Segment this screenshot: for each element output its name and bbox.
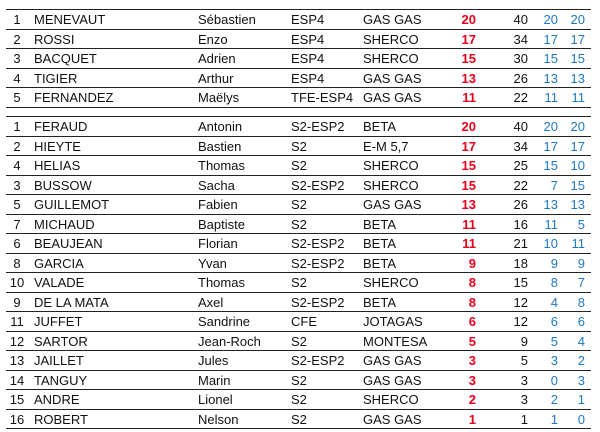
table-row	[6, 29, 591, 49]
category-cell: S2-ESP2	[291, 119, 345, 134]
rank-cell: 10	[9, 275, 25, 290]
first-name-cell: Jules	[198, 353, 229, 368]
category-cell: S2-ESP2	[291, 353, 345, 368]
round1-cell: 20	[543, 12, 558, 27]
make-cell: SHERCO	[363, 177, 419, 193]
round2-cell: 2	[577, 353, 585, 368]
round1-cell: 9	[550, 255, 558, 271]
round2-cell: 17	[570, 138, 585, 154]
rank-cell: 3	[13, 177, 21, 193]
make-cell: MONTESA	[363, 333, 428, 349]
points-cell: 15	[461, 51, 476, 66]
category-cell: S2-ESP2	[291, 255, 345, 271]
table-row	[6, 409, 591, 429]
first-name-cell: Enzo	[198, 31, 228, 47]
round2-cell: 15	[570, 177, 585, 193]
rank-cell: 5	[13, 197, 21, 212]
round1-cell: 15	[543, 51, 558, 66]
total-cell: 12	[513, 314, 528, 329]
points-cell: 3	[468, 372, 476, 388]
table-row	[6, 136, 591, 156]
round1-cell: 17	[543, 31, 558, 47]
category-cell: S2-ESP2	[291, 236, 345, 251]
category-cell: S2	[291, 392, 307, 407]
first-name-cell: Maëlys	[198, 90, 240, 105]
points-cell: 13	[461, 197, 476, 212]
rank-cell: 8	[13, 255, 21, 271]
round1-cell: 10	[543, 236, 558, 251]
make-cell: SHERCO	[363, 158, 419, 173]
total-cell: 26	[513, 70, 528, 86]
round1-cell: 3	[550, 353, 558, 368]
table-row	[6, 370, 591, 390]
first-name-cell: Sandrine	[198, 314, 251, 329]
round1-cell: 6	[550, 314, 558, 329]
round2-cell: 11	[571, 90, 585, 105]
category-cell: S2-ESP2	[291, 294, 345, 310]
last-name-cell: BEAUJEAN	[34, 236, 103, 251]
points-cell: 15	[461, 158, 476, 173]
points-cell: 9	[468, 255, 476, 271]
make-cell: BETA	[363, 255, 396, 271]
make-cell: SHERCO	[363, 51, 419, 66]
total-cell: 5	[520, 353, 528, 368]
make-cell: GAS GAS	[363, 411, 422, 427]
points-cell: 11	[462, 216, 476, 232]
round1-cell: 17	[543, 138, 558, 154]
first-name-cell: Jean-Roch	[198, 333, 261, 349]
round1-cell: 5	[550, 333, 558, 349]
last-name-cell: ANDRE	[34, 392, 80, 407]
points-cell: 8	[468, 294, 476, 310]
total-cell: 34	[513, 31, 528, 47]
total-cell: 30	[513, 51, 528, 66]
rank-cell: 1	[13, 12, 21, 27]
make-cell: GAS GAS	[363, 90, 422, 105]
first-name-cell: Thomas	[198, 158, 245, 173]
table-row	[6, 214, 591, 234]
category-cell: S2	[291, 333, 307, 349]
first-name-cell: Sébastien	[198, 12, 256, 27]
total-cell: 26	[513, 197, 528, 212]
last-name-cell: HELIAS	[34, 158, 81, 173]
rank-cell: 14	[9, 372, 25, 388]
table-row	[6, 9, 591, 29]
last-name-cell: BUSSOW	[34, 177, 92, 193]
points-cell: 20	[461, 119, 476, 134]
last-name-cell: FERNANDEZ	[34, 90, 114, 105]
rank-cell: 6	[13, 236, 21, 251]
round1-cell: 1	[550, 411, 558, 427]
make-cell: GAS GAS	[363, 197, 422, 212]
round1-cell: 7	[550, 177, 558, 193]
make-cell: GAS GAS	[363, 70, 422, 86]
round2-cell: 1	[577, 392, 585, 407]
rank-cell: 7	[13, 216, 21, 232]
round2-cell: 3	[577, 372, 585, 388]
round1-cell: 13	[543, 197, 558, 212]
round2-cell: 20	[570, 12, 585, 27]
table-row	[6, 350, 591, 370]
total-cell: 3	[520, 392, 528, 407]
total-cell: 34	[513, 138, 528, 154]
category-cell: ESP4	[291, 51, 325, 66]
total-cell: 21	[513, 236, 528, 251]
rank-cell: 12	[9, 333, 25, 349]
points-cell: 17	[461, 138, 476, 154]
category-cell: S2	[291, 372, 307, 388]
last-name-cell: DE LA MATA	[34, 294, 109, 310]
table-row	[6, 87, 591, 107]
round2-cell: 15	[570, 51, 585, 66]
make-cell: BETA	[363, 119, 396, 134]
round1-cell: 11	[544, 216, 558, 232]
last-name-cell: TANGUY	[34, 372, 88, 388]
table-row	[6, 194, 591, 214]
category-cell: S2	[291, 411, 307, 427]
rank-cell: 2	[13, 138, 21, 154]
round1-cell: 20	[543, 119, 558, 134]
total-cell: 1	[520, 411, 528, 427]
make-cell: E-M 5,7	[363, 138, 409, 154]
make-cell: SHERCO	[363, 392, 419, 407]
category-cell: S2-ESP2	[291, 177, 345, 193]
round2-cell: 11	[571, 236, 585, 251]
table-row	[6, 272, 591, 292]
table-row	[6, 175, 591, 195]
last-name-cell: VALADE	[34, 275, 85, 290]
total-cell: 22	[513, 177, 528, 193]
rank-cell: 3	[13, 51, 21, 66]
total-cell: 12	[513, 294, 528, 310]
last-name-cell: MICHAUD	[34, 216, 95, 232]
first-name-cell: Marin	[198, 372, 231, 388]
first-name-cell: Thomas	[198, 275, 245, 290]
first-name-cell: Nelson	[198, 411, 239, 427]
rank-cell: 4	[13, 158, 21, 173]
points-cell: 3	[468, 353, 476, 368]
category-cell: S2	[291, 158, 307, 173]
make-cell: JOTAGAS	[363, 314, 423, 329]
make-cell: GAS GAS	[363, 372, 422, 388]
rank-cell: 2	[13, 31, 21, 47]
category-cell: ESP4	[291, 12, 325, 27]
points-cell: 5	[468, 333, 476, 349]
last-name-cell: ROBERT	[34, 411, 88, 427]
total-cell: 25	[513, 158, 528, 173]
category-cell: S2	[291, 197, 307, 212]
table-row	[6, 155, 591, 175]
category-cell: CFE	[291, 314, 317, 329]
category-cell: ESP4	[291, 70, 325, 86]
make-cell: GAS GAS	[363, 12, 422, 27]
table-row	[6, 331, 591, 351]
total-cell: 40	[513, 119, 528, 134]
round2-cell: 17	[570, 31, 585, 47]
standings-table-esp4	[6, 9, 591, 108]
total-cell: 15	[513, 275, 528, 290]
make-cell: SHERCO	[363, 275, 419, 290]
table-row	[6, 292, 591, 312]
last-name-cell: JUFFET	[34, 314, 83, 329]
last-name-cell: FERAUD	[34, 119, 88, 134]
make-cell: BETA	[363, 236, 396, 251]
last-name-cell: MENEVAUT	[34, 12, 106, 27]
round2-cell: 20	[570, 119, 585, 134]
points-cell: 15	[461, 177, 476, 193]
points-cell: 2	[468, 392, 476, 407]
points-cell: 6	[468, 314, 476, 329]
round1-cell: 15	[543, 158, 558, 173]
make-cell: BETA	[363, 294, 396, 310]
rank-cell: 1	[13, 119, 21, 134]
category-cell: TFE-ESP4	[291, 90, 354, 105]
round2-cell: 13	[570, 197, 585, 212]
round1-cell: 11	[544, 90, 558, 105]
last-name-cell: GARCIA	[34, 255, 84, 271]
last-name-cell: JAILLET	[34, 353, 84, 368]
table-row	[6, 311, 591, 331]
total-cell: 3	[520, 372, 528, 388]
points-cell: 8	[468, 275, 476, 290]
round2-cell: 0	[577, 411, 585, 427]
standings-table-s2	[6, 116, 591, 429]
round2-cell: 4	[577, 333, 585, 349]
round1-cell: 8	[550, 275, 558, 290]
table-row	[6, 68, 591, 88]
total-cell: 16	[513, 216, 528, 232]
round2-cell: 5	[577, 216, 585, 232]
rank-cell: 5	[13, 90, 21, 105]
make-cell: GAS GAS	[363, 353, 422, 368]
total-cell: 18	[513, 255, 528, 271]
rank-cell: 15	[9, 392, 25, 407]
first-name-cell: Fabien	[198, 197, 238, 212]
first-name-cell: Axel	[198, 294, 224, 310]
make-cell: SHERCO	[363, 31, 419, 47]
round1-cell: 13	[543, 70, 558, 86]
round2-cell: 7	[577, 275, 585, 290]
first-name-cell: Lionel	[198, 392, 233, 407]
table-row	[6, 253, 591, 273]
first-name-cell: Yvan	[198, 255, 227, 271]
rank-cell: 13	[9, 353, 25, 368]
first-name-cell: Florian	[198, 236, 238, 251]
points-cell: 11	[462, 90, 476, 105]
rank-cell: 16	[9, 411, 25, 427]
table-row	[6, 389, 591, 409]
rank-cell: 11	[10, 314, 24, 329]
last-name-cell: BACQUET	[34, 51, 97, 66]
first-name-cell: Arthur	[198, 70, 234, 86]
round2-cell: 10	[570, 158, 585, 173]
total-cell: 40	[513, 12, 528, 27]
points-cell: 1	[468, 411, 476, 427]
table-row	[6, 116, 591, 136]
last-name-cell: TIGIER	[34, 70, 78, 86]
first-name-cell: Antonin	[198, 119, 243, 134]
round2-cell: 13	[570, 70, 585, 86]
last-name-cell: GUILLEMOT	[34, 197, 110, 212]
points-cell: 13	[461, 70, 476, 86]
table-row	[6, 48, 591, 68]
first-name-cell: Baptiste	[198, 216, 245, 232]
category-cell: S2	[291, 216, 307, 232]
category-cell: S2	[291, 275, 307, 290]
category-cell: S2	[291, 138, 307, 154]
total-cell: 9	[520, 333, 528, 349]
last-name-cell: HIEYTE	[34, 138, 81, 154]
table-row	[6, 233, 591, 253]
round1-cell: 4	[550, 294, 558, 310]
category-cell: ESP4	[291, 31, 325, 47]
round1-cell: 2	[550, 392, 558, 407]
first-name-cell: Bastien	[198, 138, 242, 154]
points-cell: 11	[462, 236, 476, 251]
rank-cell: 4	[13, 70, 21, 86]
round2-cell: 6	[577, 314, 585, 329]
make-cell: BETA	[363, 216, 396, 232]
round2-cell: 8	[577, 294, 585, 310]
round1-cell: 0	[550, 372, 558, 388]
first-name-cell: Adrien	[198, 51, 236, 66]
round2-cell: 9	[577, 255, 585, 271]
rank-cell: 9	[13, 294, 21, 310]
total-cell: 22	[513, 90, 528, 105]
last-name-cell: SARTOR	[34, 333, 88, 349]
last-name-cell: ROSSI	[34, 31, 75, 47]
points-cell: 20	[461, 12, 476, 27]
points-cell: 17	[461, 31, 476, 47]
first-name-cell: Sacha	[198, 177, 235, 193]
